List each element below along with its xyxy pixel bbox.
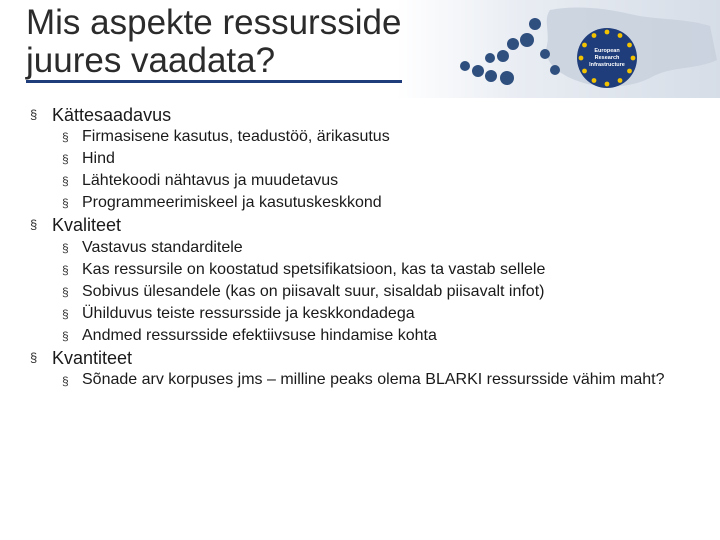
bullet-icon: § (62, 307, 69, 321)
logo-line-1: European (594, 48, 620, 54)
dots-icon (460, 18, 560, 85)
bullet-icon: § (62, 241, 69, 255)
bullet-icon: § (62, 174, 69, 188)
bullet-icon: § (30, 107, 38, 122)
bullet-icon: § (62, 263, 69, 277)
bullet-icon: § (30, 217, 38, 232)
bullet-icon: § (62, 374, 69, 388)
bullet-icon: § (62, 152, 69, 166)
bullet-icon: § (62, 285, 69, 299)
bullet-icon: § (62, 130, 69, 144)
bullet-icon: § (62, 196, 69, 210)
logo-line-2: Research (594, 55, 620, 61)
logo-line-3: Infrastructure (589, 62, 625, 68)
bullet-icon: § (30, 350, 38, 365)
slide-title: Mis aspekte ressursside juures vaadata? (26, 3, 402, 80)
eri-logo (455, 0, 720, 96)
title-underline (26, 80, 402, 83)
bullet-icon: § (62, 329, 69, 343)
